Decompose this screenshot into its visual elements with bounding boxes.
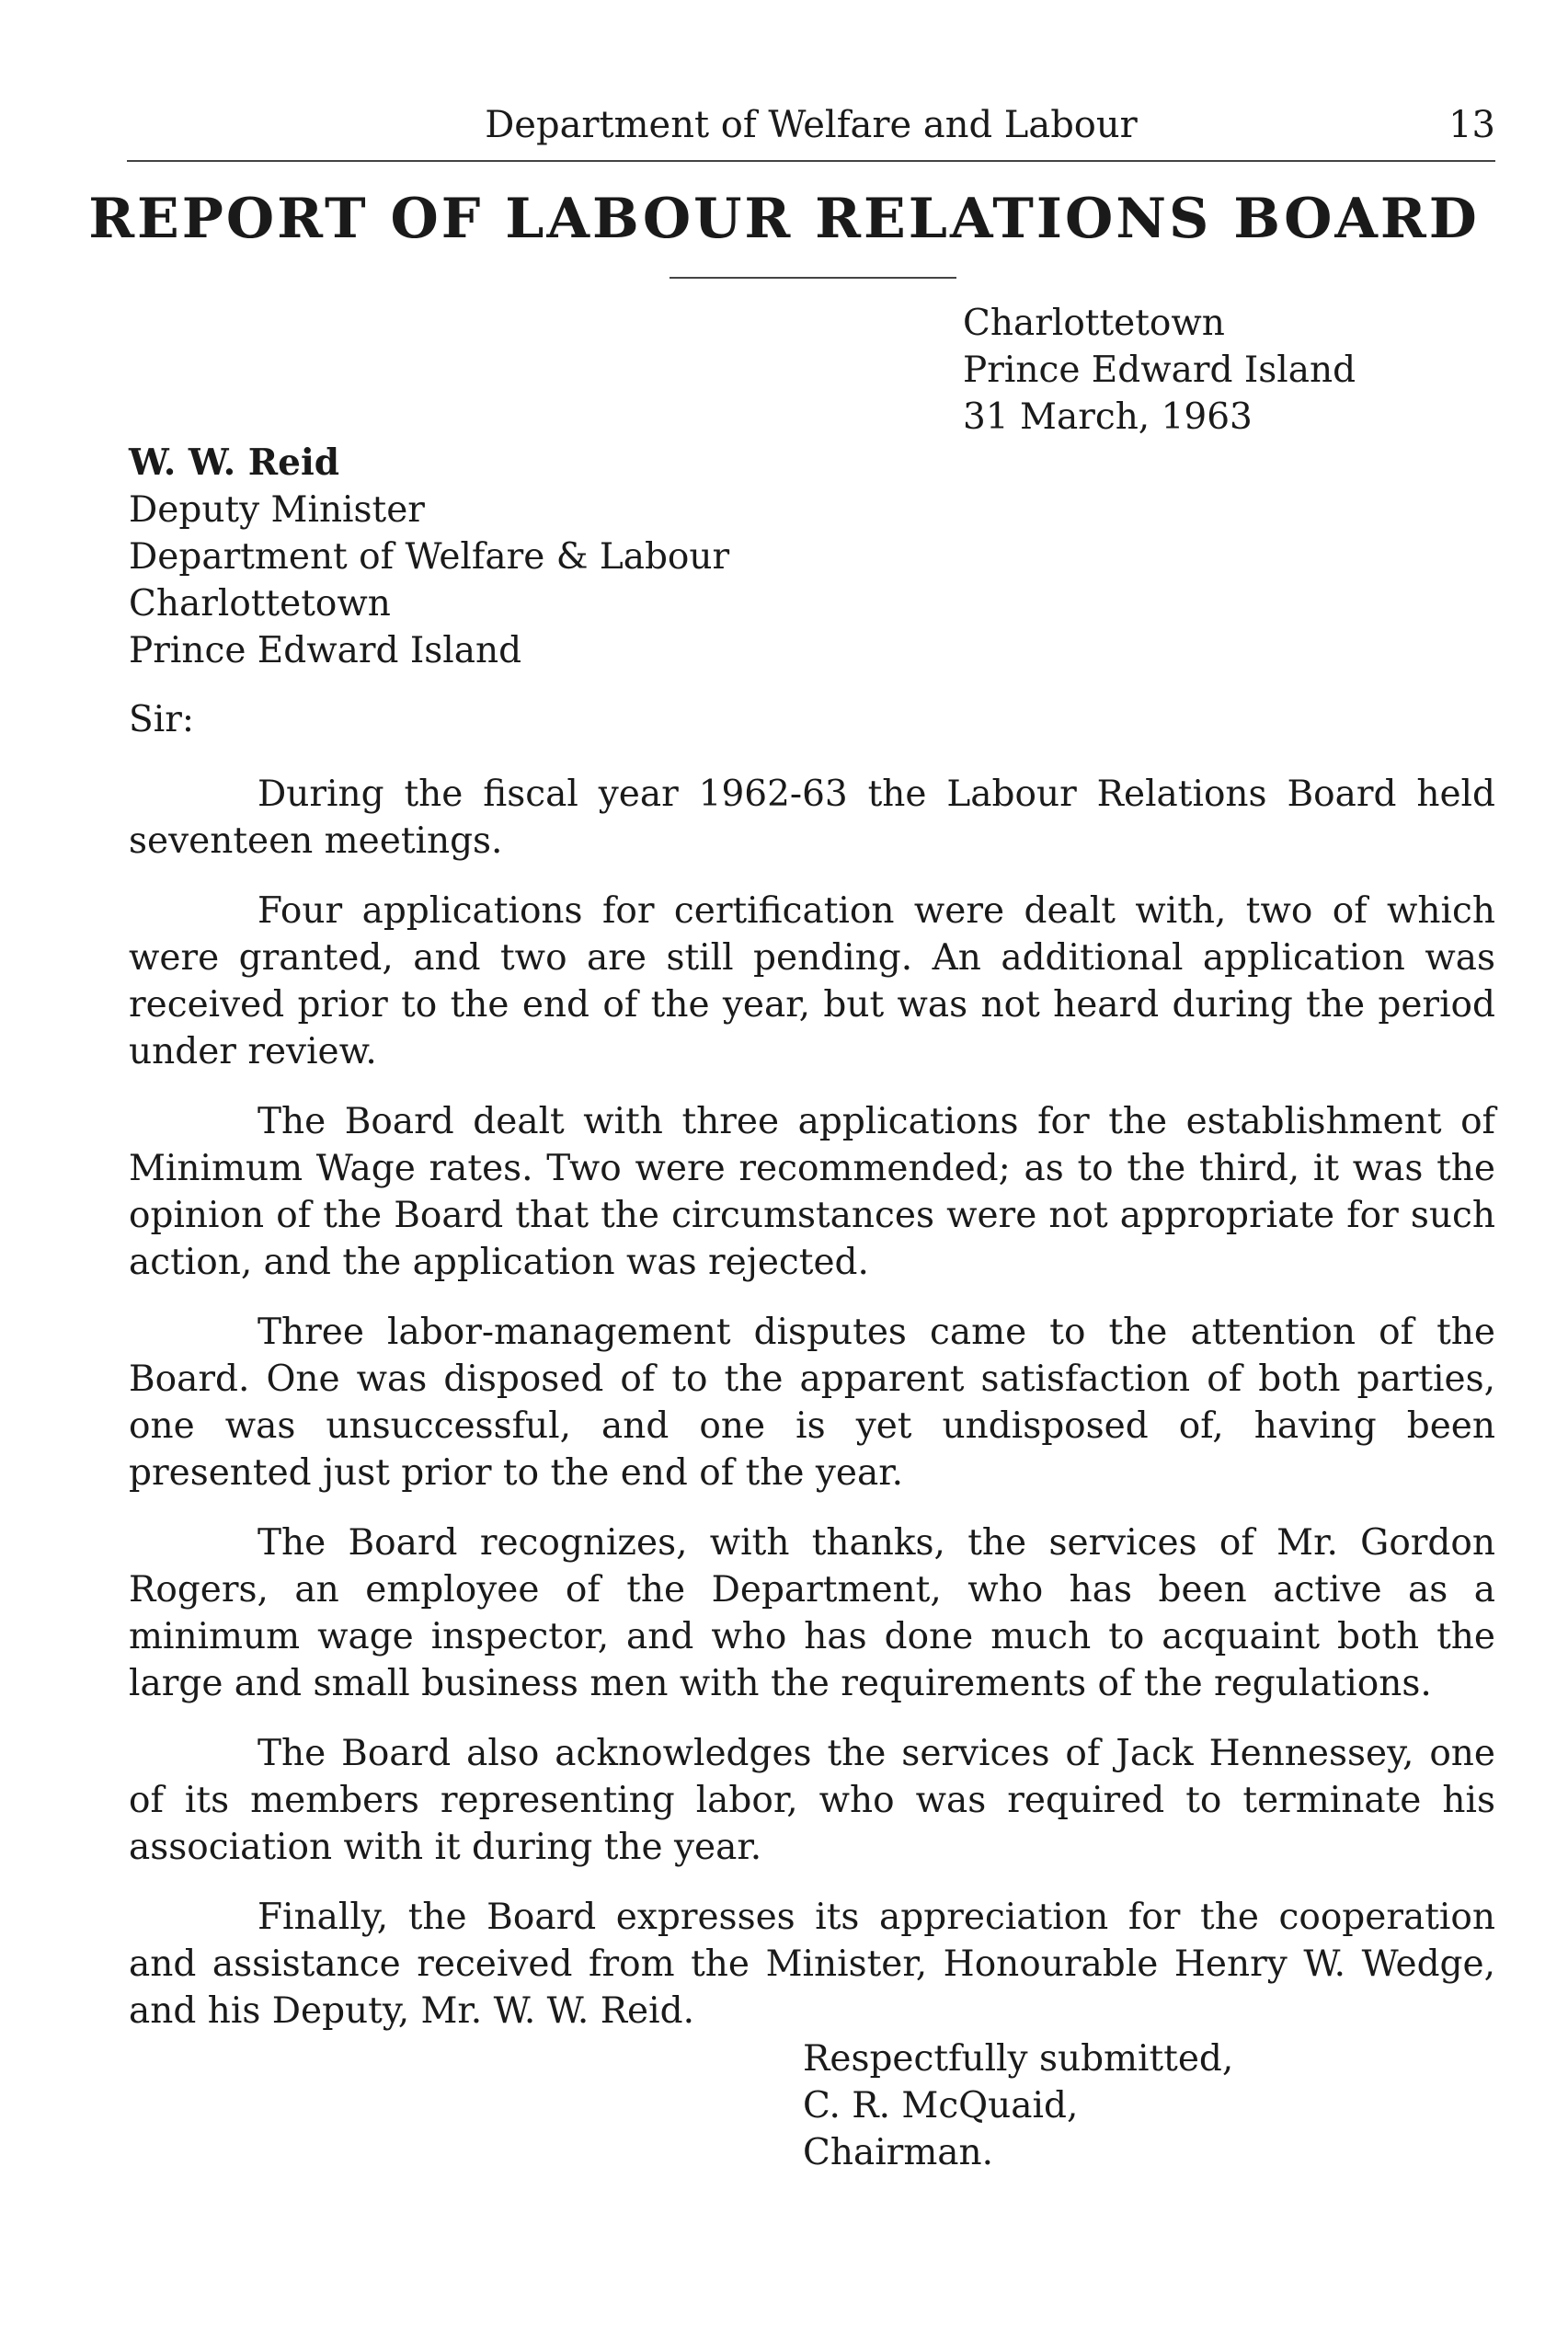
paragraph-certification: Four applications for certification were dealt with, two of which were granted, and two are still pending. An additional application was received prior to the end of the year, but was not heard during the period under review.: [129, 890, 1495, 1072]
letter-body: [129, 771, 1495, 2058]
paragraph-rogers: The Board recognizes, with thanks, the services of Mr. Gordon Rogers, an employee of the Department, who has been active as a minimum wage inspector, and who has done much to acquaint both the large and small business men with the requirements of the regulations.: [129, 1522, 1495, 1704]
title-rule: [670, 277, 956, 279]
running-title: Department of Welfare and Labour: [485, 104, 1138, 146]
closing-block: [803, 2035, 1233, 2176]
addressee-province: Prince Edward Island: [129, 630, 522, 671]
addressee-city: Charlottetown: [129, 583, 391, 625]
page-number: 13: [1448, 104, 1495, 146]
addressee-department: Department of Welfare & Labour: [129, 536, 730, 578]
addressee-block: [129, 440, 729, 674]
salutation: Sir:: [129, 699, 194, 740]
report-title: REPORT OF LABOUR RELATIONS BOARD: [88, 187, 1480, 251]
header-rule: [127, 160, 1495, 162]
place-city: Charlottetown: [963, 303, 1225, 344]
addressee-position: Deputy Minister: [129, 489, 425, 531]
place-date-block: [963, 300, 1356, 441]
addressee-name: W. W. Reid: [129, 441, 340, 484]
place-province: Prince Edward Island: [963, 350, 1356, 391]
paragraph-hennessey: The Board also acknowledges the services of Jack Hennessey, one of its members representing labor, who was required to terminate his association with it during the year.: [129, 1733, 1495, 1868]
running-header: [127, 99, 1495, 151]
paragraph-disputes: Three labor-management disputes came to the attention of the Board. One was disposed of to the apparent satisfaction of both parties, one was unsuccessful, and one is yet undisposed of, having been presented just prior to the end of the year.: [129, 1312, 1495, 1494]
signatory-name: C. R. McQuaid,: [803, 2085, 1079, 2126]
letter-date: 31 March, 1963: [963, 396, 1253, 438]
paragraph-meetings: During the fiscal year 1962-63 the Labour Relations Board held seventeen meetings.: [129, 774, 1495, 862]
closing-phrase: Respectfully submitted,: [803, 2038, 1234, 2080]
paragraph-appreciation: Finally, the Board expresses its appreciation for the cooperation and assistance received from the Minister, Honourable Henry W. Wedge, and his Deputy, Mr. W. W. Reid.: [129, 1897, 1495, 2032]
paragraph-minimum-wage: The Board dealt with three applications for the establishment of Minimum Wage rates. Two were recommended; as to the third, it was the opinion of the Board that the circumstances were not appropriate for such action, and the application was rejected.: [129, 1101, 1495, 1283]
signatory-title: Chairman.: [803, 2132, 994, 2173]
